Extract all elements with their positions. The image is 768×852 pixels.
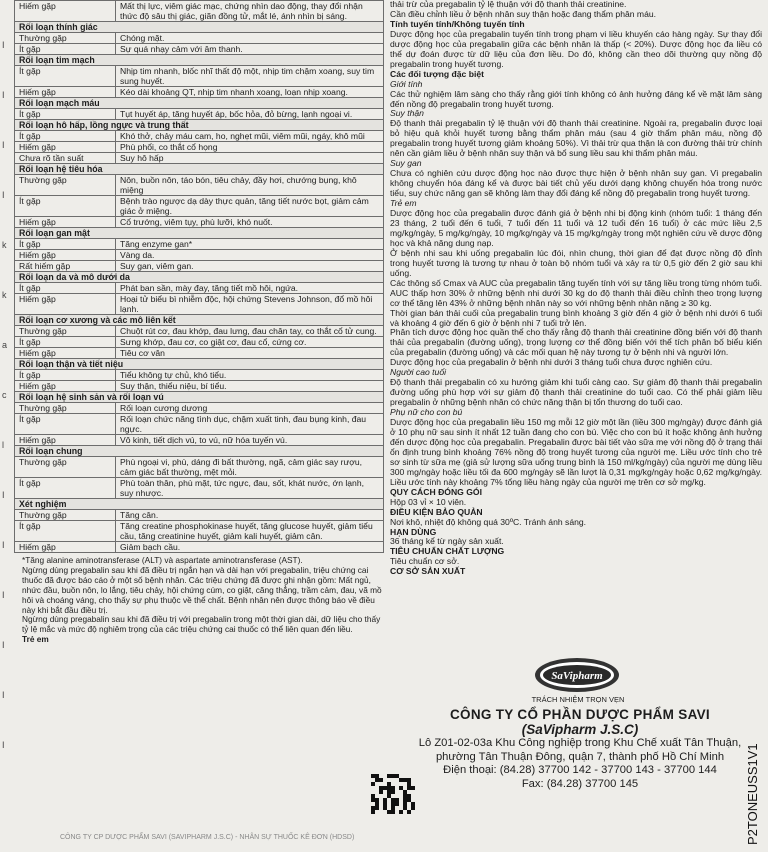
edge-mark: k (2, 290, 7, 300)
group-heading: Xét nghiệm (15, 499, 384, 510)
qr-module (391, 802, 395, 806)
table-group-row (15, 22, 384, 33)
effect-cell: Rối loạn chức năng tình dục, chậm xuất tinh, đau bụng kinh, đau ngực. (116, 414, 384, 435)
qr-module (371, 798, 375, 802)
effect-cell: Vàng da. (116, 250, 384, 261)
table-group-row (15, 55, 384, 66)
frequency-cell: Ít gặp (15, 66, 116, 87)
qr-module (391, 790, 395, 794)
qr-module (407, 810, 411, 814)
body-paragraph: Dược động học của pregabalin được đánh giá ở bệnh nhi bị động kinh (nhóm tuổi: 1 tháng đến 23 tháng, 2 tuổi đến 6 tuổi, 7 tuổi đến 11 tuổi và 12 tuổi đến 16 tuổi) ở các mức liều 2,5 mg/kg/ngày, 5 mg/kg/ngày, 10 mg/kg/ngày và 15 mg/kg/ngày trong một nghiên cứu về dược động học và khả năng dung nạp. (390, 208, 762, 248)
effect-cell: Giảm bạch cầu. (116, 542, 384, 553)
group-heading: Rối loạn mạch máu (15, 98, 384, 109)
table-notes (14, 556, 384, 645)
footer-note: CÔNG TY CP DƯỢC PHẨM SAVI (SAVIPHARM J.S.C) - NHÂN SỰ THUỐC KÊ ĐƠN (HDSD) (60, 834, 355, 841)
edge-mark: I (2, 140, 5, 150)
section-heading: HẠN DÙNG (390, 526, 437, 537)
table-row (15, 66, 384, 87)
qr-module (399, 810, 403, 814)
qr-module (371, 774, 375, 778)
group-heading: Rối loạn hô hấp, lồng ngực và trung thất (15, 120, 384, 131)
qr-module (375, 806, 379, 810)
frequency-cell: Hiếm gặp (15, 87, 116, 98)
qr-module (403, 790, 407, 794)
edge-mark: I (2, 190, 5, 200)
effect-cell: Khó thở, chảy máu cam, ho, nghẹt mũi, viêm mũi, ngáy, khô mũi (116, 131, 384, 142)
qr-module (411, 806, 415, 810)
qr-module (391, 786, 395, 790)
qr-module (387, 810, 391, 814)
table-row (15, 33, 384, 44)
frequency-cell: Hiếm gặp (15, 250, 116, 261)
body-paragraph: Cần điều chỉnh liều ở bệnh nhân suy thận hoặc đang thẩm phân máu. (390, 8, 657, 19)
body-paragraph: 36 tháng kể từ ngày sản xuất. (390, 536, 504, 547)
group-heading: Rối loạn thính giác (15, 22, 384, 33)
table-row (15, 294, 384, 315)
qr-module (387, 774, 391, 778)
table-group-row (15, 359, 384, 370)
qr-module (371, 782, 375, 786)
company-fax: Fax: (84.28) 37700 145 (521, 777, 639, 790)
qr-module (403, 778, 407, 782)
qr-module (407, 798, 411, 802)
table-row (15, 457, 384, 478)
frequency-cell: Thường gặp (15, 175, 116, 196)
frequency-cell: Hiếm gặp (15, 217, 116, 228)
edge-mark: I (2, 40, 5, 50)
table-row (15, 381, 384, 392)
effect-cell: Tăng creatine phosphokinase huyết, tăng glucose huyết, giảm tiểu cầu, tăng creatinine huyết, giảm kali huyết, giảm cân. (116, 521, 384, 542)
qr-module (371, 806, 375, 810)
table-row (15, 510, 384, 521)
edge-mark: I (2, 590, 5, 600)
group-heading: Rối loạn hệ tiêu hóa (15, 164, 384, 175)
frequency-cell: Ít gặp (15, 478, 116, 499)
qr-module (391, 774, 395, 778)
qr-module (391, 798, 395, 802)
adverse-effects-table (14, 0, 384, 553)
qr-module (399, 786, 403, 790)
body-paragraph: Độ thanh thải pregabalin có xu hướng giảm khi tuổi càng cao. Sự giảm độ thanh thải pregabalin đường uống phù hợp với sự giảm độ thanh thải creatinine do tuổi cao. Có thể phải giảm liều pregabalin ở những bệnh nhân có chức năng thận bị tổn thương do tuổi cao. (390, 377, 762, 408)
frequency-cell: Ít gặp (15, 131, 116, 142)
section-heading: Các đối tượng đặc biệt (390, 68, 484, 79)
table-row (15, 414, 384, 435)
effect-cell: Rối loạn cương dương (116, 403, 384, 414)
qr-module (383, 806, 387, 810)
table-group-row (15, 98, 384, 109)
section-heading: Tính tuyến tính/Không tuyến tính (390, 18, 525, 29)
effect-cell: Phù ngoại vi, phù, dáng đi bất thường, ngã, cảm giác say rượu, cảm giác bất thường, mệt mỏi. (116, 457, 384, 478)
body-paragraph: Ở bệnh nhi sau khi uống pregabalin lúc đói, nhìn chung, thời gian để đạt được nồng độ đỉnh trong huyết tương là tương tự nhau ở toàn bộ nhóm tuổi và xảy ra từ 0,5 giờ đến 2 giờ sau khi uống. (390, 247, 762, 278)
logo-wordmark: SaVipharm (551, 670, 603, 682)
effect-cell: Nhịp tim nhanh, blốc nhĩ thất độ một, nhịp tim chậm xoang, suy tim sung huyết. (116, 66, 384, 87)
effect-cell: Suy thận, thiểu niệu, bí tiểu. (116, 381, 384, 392)
effect-cell: Suy gan, viêm gan. (116, 261, 384, 272)
body-paragraph: Dược động học của pregabalin ở bệnh nhi dưới 3 tháng tuổi chưa được nghiên cứu. (390, 357, 713, 368)
group-heading: Rối loạn tim mạch (15, 55, 384, 66)
qr-module (387, 790, 391, 794)
edge-mark: I (2, 740, 5, 750)
effect-cell: Bệnh trào ngược dạ dày thực quản, tăng tiết nước bọt, giảm cảm giác ở miệng. (116, 196, 384, 217)
frequency-cell: Hiếm gặp (15, 294, 116, 315)
frequency-cell: Hiếm gặp (15, 542, 116, 553)
group-heading: Rối loạn da và mô dưới da (15, 272, 384, 283)
effect-cell: Tiểu không tự chủ, khó tiểu. (116, 370, 384, 381)
table-row (15, 521, 384, 542)
body-paragraph: Hộp 03 vỉ × 10 viên. (390, 496, 467, 507)
frequency-cell: Ít gặp (15, 370, 116, 381)
qr-code (371, 774, 415, 814)
edge-mark: c (2, 390, 7, 400)
qr-module (395, 798, 399, 802)
body-paragraph: Các thử nghiệm lâm sàng cho thấy rằng giới tính không có ảnh hưởng đáng kể về mặt lâm sàng đến nồng độ pregabalin trong huyết tương. (390, 88, 762, 109)
qr-module (411, 786, 415, 790)
effect-cell: Nôn, buồn nôn, táo bón, tiêu chảy, đầy hơi, chướng bụng, khô miệng (116, 175, 384, 196)
frequency-cell: Ít gặp (15, 283, 116, 294)
subsection-heading: Suy thận (390, 108, 424, 119)
company-short-name: (SaVipharm J.S.C) (521, 722, 639, 737)
qr-module (379, 786, 383, 790)
effect-cell: Kéo dài khoảng QT, nhịp tim nhanh xoang, loạn nhịp xoang. (116, 87, 384, 98)
company-address-line2: phường Tân Thuận Đông, quận 7, thành phố Hồ Chí Minh (435, 750, 725, 763)
frequency-cell: Thường gặp (15, 510, 116, 521)
table-group-row (15, 120, 384, 131)
qr-module (387, 782, 391, 786)
frequency-cell: Thường gặp (15, 326, 116, 337)
table-row (15, 261, 384, 272)
effect-cell: Tụt huyết áp, tăng huyết áp, bốc hỏa, đỏ bừng, lạnh ngoại vi. (116, 109, 384, 120)
effect-cell: Phù phổi, co thắt cổ họng (116, 142, 384, 153)
qr-module (371, 810, 375, 814)
note-paragraph: *Tăng alanine aminotransferase (ALT) và aspartate aminotransferase (AST). (22, 555, 303, 565)
frequency-cell: Hiếm gặp (15, 435, 116, 446)
qr-module (411, 802, 415, 806)
table-row (15, 1, 384, 22)
section-heading: QUY CÁCH ĐÓNG GÓI (390, 486, 482, 497)
edge-mark: I (2, 90, 5, 100)
effect-cell: Tăng enzyme gan* (116, 239, 384, 250)
subsection-heading: Người cao tuổi (390, 367, 447, 378)
frequency-cell: Ít gặp (15, 109, 116, 120)
table-row (15, 370, 384, 381)
frequency-cell: Hiếm gặp (15, 381, 116, 392)
qr-module (391, 806, 395, 810)
body-paragraph: Dược động học của pregabalin tuyến tính trong phạm vi liều khuyến cáo hàng ngày. Sự thay đổi dược động học của pregabalin giữa các bệnh nhân là thấp (< 20%). Dược động học đa liều có thể dự đoán được từ dữ liệu của đơn liều. Do đó, không cần theo dõi thường quy nồng độ pregabalin trong huyết tương. (390, 28, 762, 69)
edge-mark: I (2, 490, 5, 500)
qr-module (371, 794, 375, 798)
company-address-line1: Lô Z01-02-03a Khu Công nghiệp trong Khu Chế xuất Tân Thuận, (418, 737, 742, 749)
effect-cell: Hoại tử biểu bì nhiễm độc, hội chứng Stevens Johnson, đổ mồ hôi lạnh. (116, 294, 384, 315)
vertical-print-code (742, 680, 762, 850)
body-paragraph: Các thông số Cmax và AUC của pregabalin tăng tuyến tính với sự tăng liều trong từng nhóm tuổi. AUC thấp hơn 30% ở những bệnh nhi dưới 30 kg do độ thanh thải điều chỉnh theo trọng lượng cơ thể tăng lên 43% ở những bệnh nhân này so với những bệnh nhân nặng ≥ 30 kg. (390, 277, 762, 308)
qr-module (375, 802, 379, 806)
table-row (15, 283, 384, 294)
frequency-cell: Ít gặp (15, 337, 116, 348)
table-row (15, 337, 384, 348)
frequency-cell: Ít gặp (15, 196, 116, 217)
qr-module (375, 798, 379, 802)
qr-module (375, 774, 379, 778)
company-phone: Điện thoại: (84.28) 37700 142 - 37700 143 - 37700 144 (443, 764, 717, 776)
savipharm-logo (534, 655, 620, 695)
frequency-cell: Ít gặp (15, 44, 116, 55)
edge-mark: I (2, 540, 5, 550)
frequency-cell: Ít gặp (15, 521, 116, 542)
company-tagline: TRÁCH NHIỆM TRỌN VẸN (531, 695, 625, 704)
qr-module (403, 802, 407, 806)
frequency-cell: Ít gặp (15, 239, 116, 250)
table-row (15, 142, 384, 153)
edge-mark: I (2, 640, 5, 650)
qr-module (403, 806, 407, 810)
table-group-row (15, 228, 384, 239)
table-row (15, 478, 384, 499)
section-heading: TIÊU CHUẨN CHẤT LƯỢNG (390, 546, 505, 557)
qr-module (379, 790, 383, 794)
vertical-code-text: P2TONEUSS1V1 (745, 743, 760, 845)
qr-module (375, 778, 379, 782)
qr-module (407, 778, 411, 782)
table-row (15, 109, 384, 120)
qr-module (407, 794, 411, 798)
frequency-cell: Thường gặp (15, 33, 116, 44)
body-paragraph: Phân tích dược động học quần thể cho thấy rằng độ thanh thải creatinine đồng biến với độ thanh thải của pregabalin (đường uống), trọng lượng cơ thể đồng biến với thể tích phân bố biểu kiến của pregabalin (đường uống) và các mối quan hệ này tương tự ở bệnh nhi và người lớn. (390, 327, 762, 358)
effect-cell: Vô kinh, tiết dịch vú, to vú, nữ hóa tuyến vú. (116, 435, 384, 446)
qr-module (383, 802, 387, 806)
frequency-cell: Hiếm gặp (15, 142, 116, 153)
table-group-row (15, 446, 384, 457)
qr-module (391, 810, 395, 814)
table-row (15, 403, 384, 414)
qr-module (383, 798, 387, 802)
table-row (15, 131, 384, 142)
table-row (15, 239, 384, 250)
qr-module (403, 794, 407, 798)
section-heading: CƠ SỞ SẢN XUẤT (390, 566, 466, 577)
frequency-cell: Chưa rõ tần suất (15, 153, 116, 164)
body-paragraph: Chưa có nghiên cứu dược động học nào được thực hiện ở bệnh nhân suy gan. Vì pregabalin không chuyển hóa đáng kể và được bài tiết chủ yếu dưới dạng không chuyển hóa trong nước tiểu, suy chức năng gan sẽ không làm thay đổi đáng kể nồng độ pregabalin trong huyết tương. (390, 168, 762, 199)
body-paragraph: thải trừ của pregabalin tỷ lệ thuận với độ thanh thải creatinine. (390, 0, 627, 9)
effect-cell: Tiêu cơ vân (116, 348, 384, 359)
effect-cell: Tăng cân. (116, 510, 384, 521)
company-name: CÔNG TY CỔ PHẦN DƯỢC PHẨM SAVI (450, 707, 710, 722)
table-group-row (15, 272, 384, 283)
subsection-heading: Phụ nữ cho con bú (390, 407, 463, 418)
group-heading: Rối loạn gan mật (15, 228, 384, 239)
effect-cell: Sự quá nhạy cảm với âm thanh. (116, 44, 384, 55)
qr-module (407, 786, 411, 790)
effect-cell: Phát ban sần, mày đay, tăng tiết mồ hôi, ngứa. (116, 283, 384, 294)
table-row (15, 542, 384, 553)
table-row (15, 196, 384, 217)
frequency-cell: Thường gặp (15, 403, 116, 414)
effect-cell: Suy hô hấp (116, 153, 384, 164)
group-heading: Rối loạn cơ xương và các mô liên kết (15, 315, 384, 326)
qr-module (395, 802, 399, 806)
qr-module (383, 786, 387, 790)
effect-cell: Cổ trướng, viêm tụy, phù lưỡi, khó nuốt. (116, 217, 384, 228)
pharmacokinetics-column (390, 0, 762, 577)
table-row (15, 435, 384, 446)
effect-cell: Chuột rút cơ, đau khớp, đau lưng, đau chân tay, co thắt cổ tử cung. (116, 326, 384, 337)
frequency-cell: Hiếm gặp (15, 1, 116, 22)
section-heading: Trẻ em (22, 634, 49, 645)
body-paragraph: Dược động học của pregabalin liều 150 mg mỗi 12 giờ một lần (liều 300 mg/ngày) được đánh giá ở 10 phụ nữ sau sinh ít nhất 12 tuần đang cho con bú. Việc cho con bú ít hoặc không ảnh hưởng đến dược động học của pregabalin. Pregabalin được bài tiết vào sữa mẹ với nồng độ ở trạng thái ổn định trung bình khoảng 76% nồng độ trong huyết tương của người mẹ. Liều ước tính cho trẻ sơ sinh từ sữa mẹ (giả sử lượng sữa uống trung bình là 150 ml/kg/ngày) của người mẹ dùng liều 300 mg/ngày hoặc liều tối đa 600 mg/ngày sẽ lần lượt là 0,31 mg/kg/ngày hoặc 0,62 mg/kg/ngày. Liều ước tính này khoảng 7% tổng liều hàng ngày của người mẹ trên cơ sở mg/kg. (390, 417, 762, 487)
subsection-heading: Trẻ em (390, 198, 417, 209)
manufacturer-block (395, 707, 765, 791)
qr-module (395, 774, 399, 778)
table-row (15, 250, 384, 261)
table-row (15, 348, 384, 359)
table-group-row (15, 499, 384, 510)
frequency-cell: Thường gặp (15, 457, 116, 478)
table-group-row (15, 392, 384, 403)
effect-cell: Mất thị lực, viêm giác mạc, chứng nhìn dao động, thay đổi nhận thức độ sâu thị giác, giãn đồng tử, mắt lé, ánh nhìn bị sáng. (116, 1, 384, 22)
adverse-effects-column (14, 0, 384, 645)
note-paragraph: Ngừng dùng pregabalin sau khi đã điều trị ngắn hạn và dài hạn với pregabalin, triệu chứng cai thuốc đã được báo cáo ở một số bệnh nhân. Các triệu chứng đã được ghi nhận gồm: Mất ngủ, nhức đầu, buồn nôn, lo lắng, tiêu chảy, hội chứng cúm, co giật, căng thẳng, trầm cảm, đau, vã mồ hôi và choáng váng, cho thấy sự phụ thuộc về thể chất. Bệnh nhân nên được thông báo về điều này khi bắt đầu điều trị. (22, 564, 382, 615)
subsection-heading: Giới tính (390, 78, 423, 89)
subsection-heading: Suy gan (390, 158, 422, 169)
qr-module (387, 794, 391, 798)
body-paragraph: Độ thanh thải pregabalin tỷ lệ thuận với độ thanh thải creatinine. Ngoài ra, pregabalin được loại bỏ hiệu quả khỏi huyết tương bằng thẩm phân máu (sau 4 giờ thẩm phân máu, nồng độ pregabalin trong huyết tương giảm khoảng 50%). Vì thải trừ qua thận là con đường thải trừ chính nên cần giảm liều ở bệnh nhân suy thận và bổ sung liều sau khi thẩm phân máu. (390, 118, 762, 159)
qr-module (407, 782, 411, 786)
table-row (15, 44, 384, 55)
qr-module (387, 786, 391, 790)
body-paragraph: Nơi khô, nhiệt độ không quá 30ºC. Tránh ánh sáng. (390, 516, 587, 527)
frequency-cell: Hiếm gặp (15, 348, 116, 359)
edge-mark: k (2, 240, 7, 250)
body-paragraph: Thời gian bán thải cuối của pregabalin trung bình khoảng 3 giờ đến 4 giờ ở bệnh nhi dưới 6 tuổi và khoảng 4 giờ đến 6 giờ ở bệnh nhi 7 tuổi trở lên. (390, 307, 762, 328)
left-edge-marks (0, 0, 14, 852)
group-heading: Rối loạn hệ sinh sản và rối loạn vú (15, 392, 384, 403)
qr-module (399, 778, 403, 782)
table-row (15, 87, 384, 98)
group-heading: Rối loạn thận và tiết niệu (15, 359, 384, 370)
table-row (15, 153, 384, 164)
edge-mark: l (2, 440, 4, 450)
table-row (15, 175, 384, 196)
qr-module (403, 798, 407, 802)
effect-cell: Phù toàn thân, phù mặt, tức ngực, đau, sốt, khát nước, ớn lạnh, suy nhược. (116, 478, 384, 499)
frequency-cell: Rất hiếm gặp (15, 261, 116, 272)
table-group-row (15, 315, 384, 326)
body-paragraph: Tiêu chuẩn cơ sở. (390, 556, 460, 567)
edge-mark: I (2, 690, 5, 700)
effect-cell: Chóng mặt. (116, 33, 384, 44)
section-heading: ĐIỀU KIỆN BẢO QUẢN (390, 506, 483, 517)
effect-cell: Sưng khớp, đau cơ, co giật cơ, đau cổ, cứng cơ. (116, 337, 384, 348)
table-group-row (15, 164, 384, 175)
table-row (15, 326, 384, 337)
edge-mark: a (2, 340, 8, 350)
frequency-cell: Ít gặp (15, 414, 116, 435)
qr-module (379, 778, 383, 782)
group-heading: Rối loạn chung (15, 446, 384, 457)
note-paragraph: Ngừng dùng pregabalin sau khi đã điều trị với pregabalin trong một thời gian dài, dữ liệu cho thấy tỷ lệ mắc và mức độ nghiêm trọng của các triệu chứng cai thuốc có thể liên quan đến liều. (22, 614, 381, 635)
table-row (15, 217, 384, 228)
